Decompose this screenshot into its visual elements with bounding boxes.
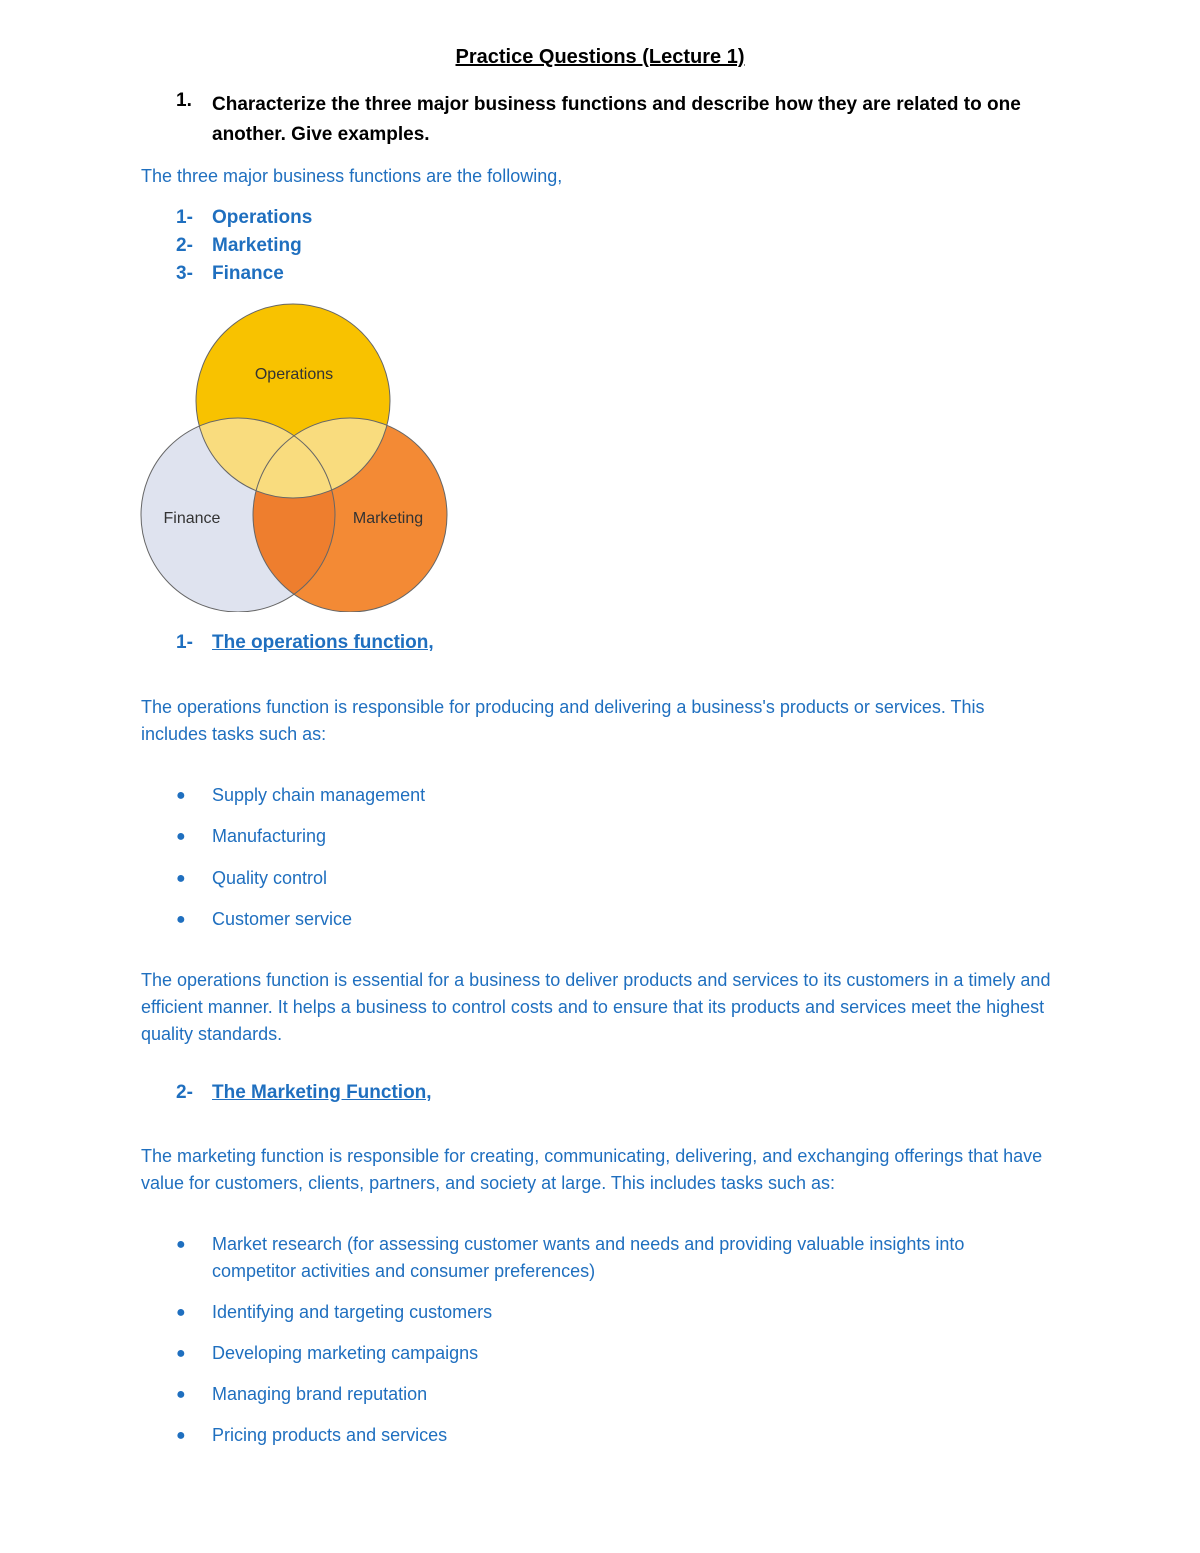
intro-paragraph: The three major business functions are the following, [141,166,563,186]
function-number: 2- [176,235,193,256]
section-number: 1- [176,632,193,653]
operations-summary: The operations function is essential for a business to deliver products and services to its customers in a timely and efficient manner. It helps a business to control costs and to ensure that its products and services meet the highest quality standards. [141,970,1051,1044]
bullet-icon: ● [176,911,186,928]
list-item-text: Supply chain management [212,785,426,805]
function-item-finance [176,263,284,285]
bullet-icon: ● [176,828,186,845]
bullet-icon: ● [176,870,186,887]
section-number: 2- [176,1082,193,1103]
function-number: 3- [176,263,193,284]
venn-label-marketing: Marketing [352,510,424,527]
venn-label-operations: Operations [254,366,334,383]
function-label: Marketing [212,235,302,256]
operations-description: The operations function is responsible for producing and delivering a business's products or services. This includes tasks such as: [141,697,985,744]
function-item-marketing [176,235,302,257]
list-item-text: Quality control [212,868,328,888]
venn-label-finance: Finance [163,510,221,527]
question-number: 1. [176,90,192,111]
question-text: Characterize the three major business functions and describe how they are related to one another. Give examples. [212,94,1021,145]
section-title: The operations function, [212,632,434,653]
page-title: Practice Questions (Lecture 1) [455,46,745,68]
function-label: Operations [212,207,313,228]
bullet-icon: ● [176,1236,186,1253]
list-item-text: Managing brand reputation [212,1384,428,1404]
marketing-description: The marketing function is responsible for creating, communicating, delivering, and exchanging offerings that have value for customers, clients, partners, and society at large. This includes tasks such as: [141,1146,1043,1193]
bullet-icon: ● [176,787,186,804]
function-label: Finance [212,263,284,284]
operations-section-heading [176,632,434,654]
venn-diagram [138,300,450,614]
list-item-text: Customer service [212,909,353,929]
bullet-icon: ● [176,1345,186,1362]
bullet-icon: ● [176,1386,186,1403]
list-item-text: Manufacturing [212,826,327,846]
function-number: 1- [176,207,193,228]
section-title: The Marketing Function, [212,1082,432,1103]
function-item-operations [176,207,312,229]
bullet-icon: ● [176,1427,186,1444]
list-item-text: Identifying and targeting customers [212,1302,493,1322]
list-item-text: Market research (for assessing customer wants and needs and providing valuable insights into competitor activities and consumer preferences) [212,1234,965,1281]
list-item-text: Pricing products and services [212,1425,448,1445]
marketing-section-heading [176,1082,432,1104]
list-item-text: Developing marketing campaigns [212,1343,479,1363]
bullet-icon: ● [176,1304,186,1321]
